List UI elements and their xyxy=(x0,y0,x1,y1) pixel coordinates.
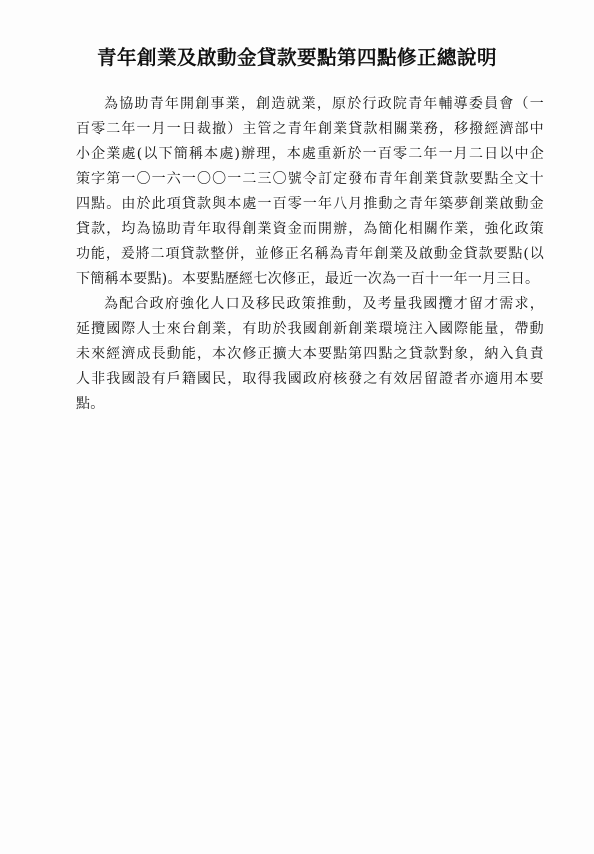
paragraph-line: 功能，爰將二項貸款整併，並修正名稱為青年創業及啟動金貸款要點(以 xyxy=(76,246,544,262)
paragraph-line: 為協助青年開創事業，創造就業，原於行政院青年輔導委員會（一 xyxy=(104,96,544,112)
paragraph-line: 人非我國設有戶籍國民，取得我國政府核發之有效居留證者亦適用本要 xyxy=(76,371,544,387)
paragraph-line: 點。 xyxy=(76,396,105,412)
document-title: 青年創業及啟動金貸款要點第四點修正總說明 xyxy=(96,46,497,69)
paragraph-line: 貸款，均為協助青年取得創業資金而開辦，為簡化相關作業，強化政策 xyxy=(76,221,544,237)
paragraph-line: 策字第一〇一六一〇〇一二三〇號令訂定發布青年創業貸款要點全文十 xyxy=(76,171,544,187)
paragraph-line: 小企業處(以下簡稱本處)辦理，本處重新於一百零二年一月二日以中企 xyxy=(76,146,544,162)
paragraph-line: 未來經濟成長動能，本次修正擴大本要點第四點之貸款對象，納入負責 xyxy=(76,346,544,362)
paragraph-line: 延攬國際人士來台創業，有助於我國創新創業環境注入國際能量，帶動 xyxy=(76,321,544,337)
paragraph-line: 為配合政府強化人口及移民政策推動，及考量我國攬才留才需求， xyxy=(104,296,544,312)
paragraph-amendment xyxy=(76,292,544,417)
paragraph-line: 百零二年一月一日裁撤）主管之青年創業貸款相關業務，移撥經濟部中 xyxy=(76,121,544,137)
paragraph-line: 四點。由於此項貸款與本處一百零一年八月推動之青年築夢創業啟動金 xyxy=(76,196,544,212)
paragraph-line: 下簡稱本要點)。本要點歷經七次修正，最近一次為一百十一年一月三日。 xyxy=(76,271,540,287)
paragraph-background xyxy=(76,92,544,292)
